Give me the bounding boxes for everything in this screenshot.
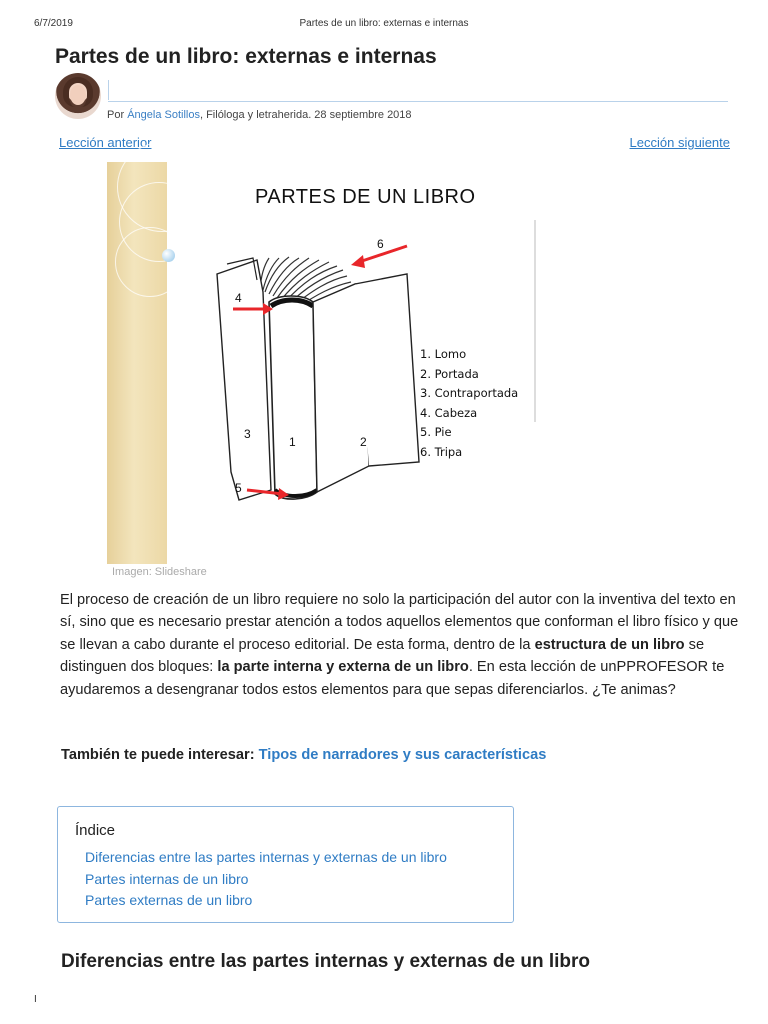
avatar[interactable]	[55, 73, 101, 119]
related-link[interactable]: Tipos de narradores y sus características	[258, 747, 547, 763]
book-parts-figure	[107, 162, 547, 564]
previous-lesson-link[interactable]: Lección anterior	[59, 135, 152, 150]
intro-paragraph	[60, 589, 740, 701]
toc-link[interactable]: Diferencias entre las partes internas y externas de un libro	[85, 849, 447, 865]
byline-prefix: Por	[107, 109, 128, 121]
back-cover-shape	[217, 260, 271, 500]
avatar-face	[70, 85, 86, 105]
label-number-1: 1	[289, 435, 296, 449]
label-number-2: 2	[360, 435, 367, 449]
related-label: También te puede interesar:	[61, 747, 259, 763]
byline-suffix: , Filóloga y letraherida. 28 septiembre 2018	[199, 109, 412, 121]
intro-text: El proceso de creación de un libro requiere no solo la participación del autor con la inventiva del texto en sí, sino que es necesario prestar atención a todos aquellos elementos que conforman el libro físico y que se llevan a cabo durante el proceso editorial. De esta forma, dentro de la	[60, 592, 739, 653]
section-heading: Diferencias entre las partes internas y externas de un libro	[61, 951, 591, 972]
print-page-title: Partes de un libro: externas e internas	[299, 18, 469, 29]
intro-text: . En esta lección de unPPROFESOR te ayudaremos a desengranar todos estos elementos para que sepas diferenciarlos. ¿Te animas?	[60, 659, 725, 698]
page-title: Partes de un libro: externas e internas	[55, 45, 437, 68]
label-number-4: 4	[235, 291, 242, 305]
toc-title: Índice	[75, 822, 116, 839]
label-number-5: 5	[235, 481, 242, 495]
legend-item: 1. Lomo	[420, 347, 467, 361]
related-article	[61, 747, 546, 763]
intro-text: se distinguen dos bloques:	[60, 636, 705, 676]
next-lesson-link[interactable]: Lección siguiente	[629, 135, 730, 150]
toc-link[interactable]: Partes externas de un libro	[85, 892, 253, 908]
toc-list	[85, 847, 447, 912]
legend-item: 6. Tripa	[420, 444, 463, 459]
legend-item: 2. Portada	[420, 366, 479, 381]
intro-bold: estructura de un libro	[534, 636, 685, 653]
label-number-6: 6	[377, 237, 384, 251]
intro-bold: la parte interna y externa de un libro	[217, 659, 469, 676]
legend-item: 5. Pie	[420, 425, 452, 439]
figure-legend	[420, 345, 518, 462]
byline	[107, 109, 412, 121]
page-marker: I	[34, 994, 37, 1005]
spine-shape	[269, 296, 317, 499]
image-caption: Imagen: Slideshare	[112, 566, 207, 578]
print-header	[0, 18, 768, 32]
table-of-contents	[57, 806, 514, 923]
figure-title: PARTES DE UN LIBRO	[255, 186, 476, 208]
author-divider	[108, 80, 109, 100]
toc-link[interactable]: Partes internas de un libro	[85, 870, 249, 887]
author-link[interactable]: Ángela Sotillos	[127, 109, 200, 121]
author-rule	[108, 101, 728, 102]
legend-item: 4. Cabeza	[420, 405, 478, 420]
print-date: 6/7/2019	[34, 18, 73, 29]
label-number-3: 3	[244, 427, 251, 441]
legend-item: 3. Contraportada	[420, 386, 519, 400]
